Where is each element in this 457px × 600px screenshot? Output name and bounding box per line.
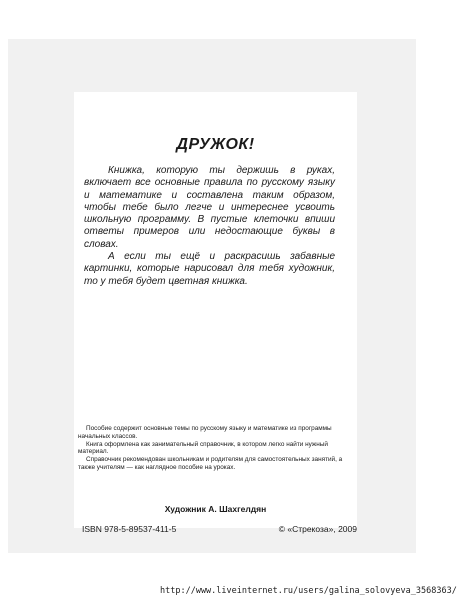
- source-url: http://www.liveinternet.ru/users/galina_solovyeva_3568363/: [160, 586, 457, 596]
- isbn-number: ISBN 978-5-89537-411-5: [82, 524, 177, 534]
- artist-credit: Художник А. Шахгелдян: [164, 504, 267, 514]
- page-heading: ДРУЖОК!: [176, 136, 255, 153]
- book-page: [74, 92, 357, 534]
- intro-text: [84, 165, 335, 288]
- copyright-notice: © «Стрекоза», 2009: [278, 524, 357, 534]
- intro-paragraph: А если ты ещё и раскрасишь забавные картинки, которые нарисовал для тебя художник, то у тебя будет цветная книжка.: [84, 251, 335, 287]
- note-paragraph: Справочник рекомендован школьникам и родителям для самостоятельных занятий, а также учителям — как наглядное пособие на уроках.: [78, 456, 343, 471]
- intro-paragraph: Книжка, которую ты держишь в руках, включает все основные правила по русскому языку и математике и составлена таким образом, чтобы тебе было легче и интереснее усвоить школьную программу. В пустые клеточки впиши ответы примеров или недостающие буквы в словах.: [84, 165, 335, 250]
- annotation-notes: [78, 425, 360, 472]
- scanned-sheet: [8, 39, 416, 553]
- note-paragraph: Книга оформлена как занимательный справочник, в котором легко найти нужный материал.: [78, 440, 328, 456]
- note-paragraph: Пособие содержит основные темы по русскому языку и математике из программы начальных классов.: [78, 425, 332, 440]
